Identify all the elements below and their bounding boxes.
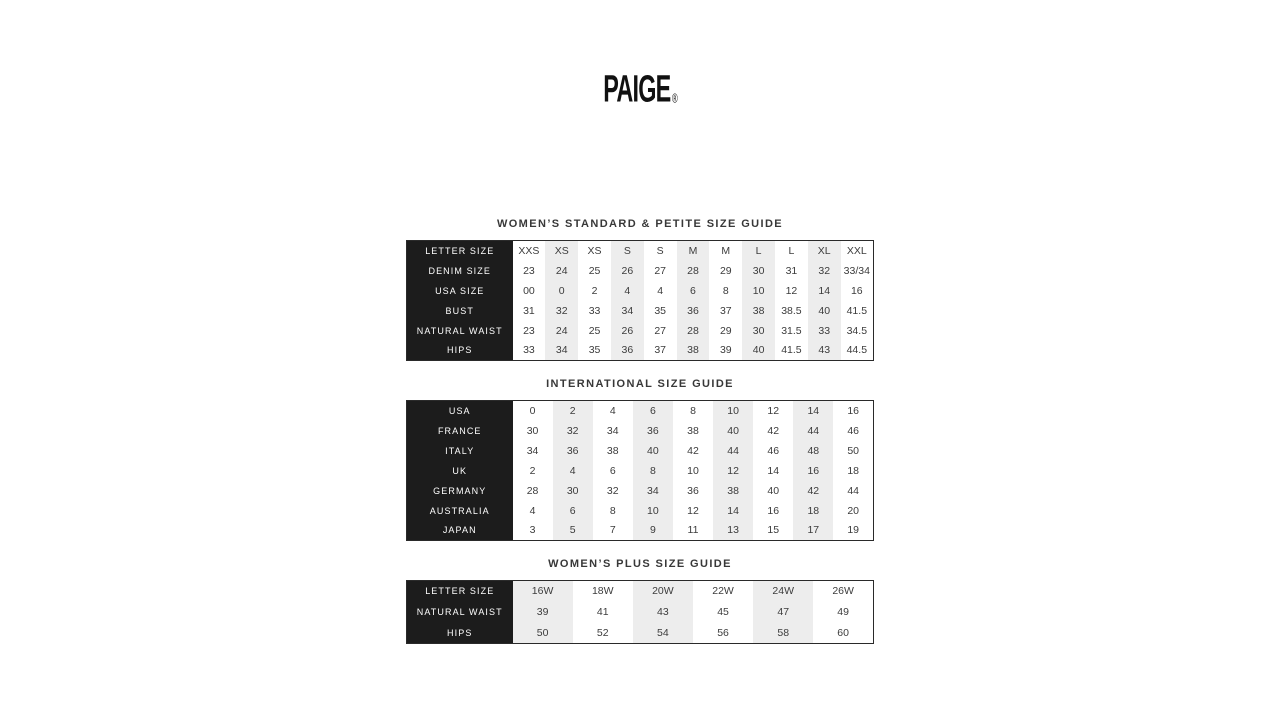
paige-logo-text: PAIGE xyxy=(603,68,671,111)
size-cell: XS xyxy=(587,244,602,257)
size-cell: 56 xyxy=(717,626,729,639)
size-cell: 16 xyxy=(767,504,780,517)
size-guide-content xyxy=(406,218,874,644)
size-cell: 25 xyxy=(588,264,601,277)
size-cell: 14 xyxy=(713,501,753,521)
size-cell: 42 xyxy=(793,481,833,501)
size-cell: 28 xyxy=(526,484,539,497)
size-cell: 18 xyxy=(847,464,860,477)
table-row xyxy=(407,501,874,521)
size-cell: 33 xyxy=(588,304,601,317)
size-cell: 38 xyxy=(687,424,699,437)
standard-petite-size-guide-title: WOMEN’S STANDARD & PETITE SIZE GUIDE xyxy=(496,218,784,230)
row-label: AUSTRALIA xyxy=(407,501,513,521)
size-cell: 16 xyxy=(850,284,863,297)
size-cell: 27 xyxy=(654,324,666,337)
size-cell: M xyxy=(721,244,731,257)
size-cell: 23 xyxy=(523,324,535,337)
size-cell: 54 xyxy=(633,623,693,644)
size-cell: 32 xyxy=(808,261,841,281)
table-row xyxy=(407,321,874,341)
size-cell: 44 xyxy=(793,421,833,441)
size-cell: 50 xyxy=(847,444,860,457)
size-cell: 8 xyxy=(690,404,696,417)
table-row xyxy=(407,421,874,441)
size-cell: M xyxy=(677,241,710,261)
size-cell: 50 xyxy=(513,623,573,644)
table-row xyxy=(407,461,874,481)
size-cell: 15 xyxy=(767,524,780,537)
table-row xyxy=(407,401,874,421)
size-cell: 37 xyxy=(654,344,666,357)
row-label: UK xyxy=(407,461,513,481)
size-cell: 44 xyxy=(847,484,860,497)
size-cell: 16 xyxy=(793,461,833,481)
size-cell: 24 xyxy=(545,261,578,281)
size-cell: 12 xyxy=(767,404,780,417)
row-label: BUST xyxy=(407,301,513,321)
size-cell: 16W xyxy=(513,581,573,602)
row-label: USA SIZE xyxy=(407,281,513,301)
size-cell: 38 xyxy=(677,341,710,361)
size-cell: 40 xyxy=(633,441,673,461)
size-cell: 35 xyxy=(654,304,666,317)
size-cell: 13 xyxy=(713,521,753,541)
size-cell: 8 xyxy=(633,461,673,481)
size-cell: 40 xyxy=(742,341,775,361)
size-cell: 18 xyxy=(793,501,833,521)
size-cell: 4 xyxy=(609,404,616,417)
registered-trademark-symbol: ® xyxy=(672,92,679,107)
size-cell: 20W xyxy=(633,581,693,602)
row-label: DENIM SIZE xyxy=(407,261,513,281)
international-size-table xyxy=(406,400,874,541)
size-cell: 7 xyxy=(609,524,616,537)
size-cell: 11 xyxy=(687,524,699,537)
size-cell: 42 xyxy=(687,444,699,457)
size-cell: 12 xyxy=(713,461,753,481)
size-cell: 30 xyxy=(742,321,775,341)
table-row xyxy=(407,241,874,261)
row-label: HIPS xyxy=(407,341,513,361)
row-label: JAPAN xyxy=(407,521,513,541)
size-cell: 6 xyxy=(677,281,710,301)
size-cell: 25 xyxy=(588,324,601,337)
size-cell: 35 xyxy=(588,344,601,357)
size-cell: 6 xyxy=(609,464,616,477)
size-cell: 31 xyxy=(523,304,535,317)
size-cell: 00 xyxy=(523,284,535,297)
size-cell: 26 xyxy=(611,261,644,281)
size-cell: 43 xyxy=(633,602,693,623)
size-cell: 29 xyxy=(719,264,732,277)
size-cell: 23 xyxy=(523,264,535,277)
size-cell: 8 xyxy=(609,504,616,517)
size-cell: 2 xyxy=(553,401,593,421)
size-cell: XXL xyxy=(846,244,867,257)
size-cell: 58 xyxy=(753,623,813,644)
table-row xyxy=(407,481,874,501)
size-cell: 40 xyxy=(767,484,780,497)
size-cell: 52 xyxy=(596,626,609,639)
table-row xyxy=(407,341,874,361)
row-label: ITALY xyxy=(407,441,513,461)
table-row xyxy=(407,602,874,623)
size-cell: 31 xyxy=(785,264,798,277)
table-row xyxy=(407,441,874,461)
table-row xyxy=(407,581,874,602)
size-cell: 30 xyxy=(742,261,775,281)
size-cell: 14 xyxy=(808,281,841,301)
size-cell: 9 xyxy=(633,521,673,541)
row-label: NATURAL WAIST xyxy=(407,321,513,341)
size-cell: 14 xyxy=(767,464,780,477)
size-cell: 10 xyxy=(742,281,775,301)
size-cell: 46 xyxy=(847,424,860,437)
size-cell: 41.5 xyxy=(781,344,802,357)
size-cell: 43 xyxy=(808,341,841,361)
row-label: FRANCE xyxy=(407,421,513,441)
size-cell: 40 xyxy=(713,421,753,441)
size-cell: XXS xyxy=(518,244,540,257)
row-label: LETTER SIZE xyxy=(407,581,513,602)
size-cell: 33 xyxy=(808,321,841,341)
size-cell: 24W xyxy=(753,581,813,602)
size-cell: 34 xyxy=(545,341,578,361)
size-cell: 26 xyxy=(611,321,644,341)
size-cell: 4 xyxy=(611,281,644,301)
size-cell: 44 xyxy=(713,441,753,461)
size-cell: 38 xyxy=(713,481,753,501)
international-size-guide-title: INTERNATIONAL SIZE GUIDE xyxy=(546,378,734,390)
size-cell: 48 xyxy=(793,441,833,461)
size-cell: 45 xyxy=(717,606,729,618)
size-cell: 38 xyxy=(742,301,775,321)
size-cell: 30 xyxy=(526,424,539,437)
row-label: GERMANY xyxy=(407,481,513,501)
size-cell: L xyxy=(742,241,775,261)
size-cell: 24 xyxy=(545,321,578,341)
plus-size-guide-section xyxy=(406,558,874,644)
size-cell: 29 xyxy=(719,324,732,337)
table-row xyxy=(407,281,874,301)
size-cell: 36 xyxy=(677,301,710,321)
size-cell: 19 xyxy=(847,524,860,537)
size-cell: 12 xyxy=(687,504,699,517)
size-cell: 10 xyxy=(633,501,673,521)
size-cell: 32 xyxy=(606,484,619,497)
size-cell: 8 xyxy=(722,284,729,297)
size-cell: 32 xyxy=(553,421,593,441)
paige-logo xyxy=(604,68,677,112)
size-cell: 41.5 xyxy=(846,304,868,317)
size-cell: 12 xyxy=(785,284,798,297)
size-cell: 39 xyxy=(719,344,732,357)
size-cell: 44.5 xyxy=(846,344,868,357)
standard-petite-size-guide-section xyxy=(406,218,874,361)
size-cell: 10 xyxy=(713,401,753,421)
size-cell: 40 xyxy=(808,301,841,321)
size-cell: 49 xyxy=(837,606,849,618)
size-cell: 4 xyxy=(529,504,536,517)
size-cell: 3 xyxy=(529,524,536,537)
row-label: USA xyxy=(407,401,513,421)
size-cell: 27 xyxy=(654,264,666,277)
plus-size-table xyxy=(406,580,874,644)
header xyxy=(0,0,1280,111)
standard-petite-size-table xyxy=(406,240,874,361)
size-cell: S xyxy=(611,241,644,261)
plus-size-guide-title: WOMEN’S PLUS SIZE GUIDE xyxy=(548,558,732,570)
size-cell: 31.5 xyxy=(781,324,802,337)
table-row xyxy=(407,301,874,321)
size-cell: 36 xyxy=(687,484,699,497)
row-label: LETTER SIZE xyxy=(407,241,513,261)
size-cell: 2 xyxy=(529,464,536,477)
international-size-guide-section xyxy=(406,378,874,541)
size-cell: 6 xyxy=(633,401,673,421)
size-cell: 6 xyxy=(553,501,593,521)
size-cell: 46 xyxy=(767,444,780,457)
size-cell: 26W xyxy=(832,585,854,598)
size-cell: 42 xyxy=(767,424,780,437)
size-cell: 2 xyxy=(591,284,598,297)
size-cell: 18W xyxy=(591,585,614,598)
size-cell: 39 xyxy=(513,602,573,623)
size-cell: XS xyxy=(545,241,578,261)
table-row xyxy=(407,261,874,281)
row-label: NATURAL WAIST xyxy=(407,602,513,623)
size-cell: 4 xyxy=(553,461,593,481)
size-cell: L xyxy=(788,244,795,257)
size-cell: 33 xyxy=(523,344,535,357)
size-cell: 36 xyxy=(611,341,644,361)
size-cell: 34 xyxy=(611,301,644,321)
size-cell: 33/34 xyxy=(843,264,870,277)
size-cell: 22W xyxy=(712,585,734,598)
size-cell: 34 xyxy=(633,481,673,501)
size-cell: 14 xyxy=(793,401,833,421)
row-label: HIPS xyxy=(407,623,513,644)
size-cell: 60 xyxy=(837,626,849,639)
size-cell: 37 xyxy=(719,304,732,317)
table-row xyxy=(407,623,874,644)
size-cell: 0 xyxy=(529,404,536,417)
size-cell: 41 xyxy=(596,606,609,618)
table-row xyxy=(407,521,874,541)
size-cell: 20 xyxy=(847,504,860,517)
size-cell: 38.5 xyxy=(781,304,802,317)
size-cell: 4 xyxy=(657,284,664,297)
size-cell: 28 xyxy=(677,261,710,281)
size-cell: S xyxy=(656,244,664,257)
size-cell: 34.5 xyxy=(846,324,868,337)
size-cell: 36 xyxy=(553,441,593,461)
size-cell: 17 xyxy=(793,521,833,541)
size-cell: 47 xyxy=(753,602,813,623)
size-cell: 0 xyxy=(545,281,578,301)
size-cell: 10 xyxy=(687,464,699,477)
size-cell: 30 xyxy=(553,481,593,501)
size-cell: 34 xyxy=(606,424,619,437)
size-cell: XL xyxy=(808,241,841,261)
size-cell: 28 xyxy=(677,321,710,341)
size-cell: 38 xyxy=(606,444,619,457)
size-cell: 5 xyxy=(553,521,593,541)
size-cell: 34 xyxy=(526,444,539,457)
size-cell: 16 xyxy=(847,404,860,417)
size-cell: 36 xyxy=(633,421,673,441)
size-cell: 32 xyxy=(545,301,578,321)
